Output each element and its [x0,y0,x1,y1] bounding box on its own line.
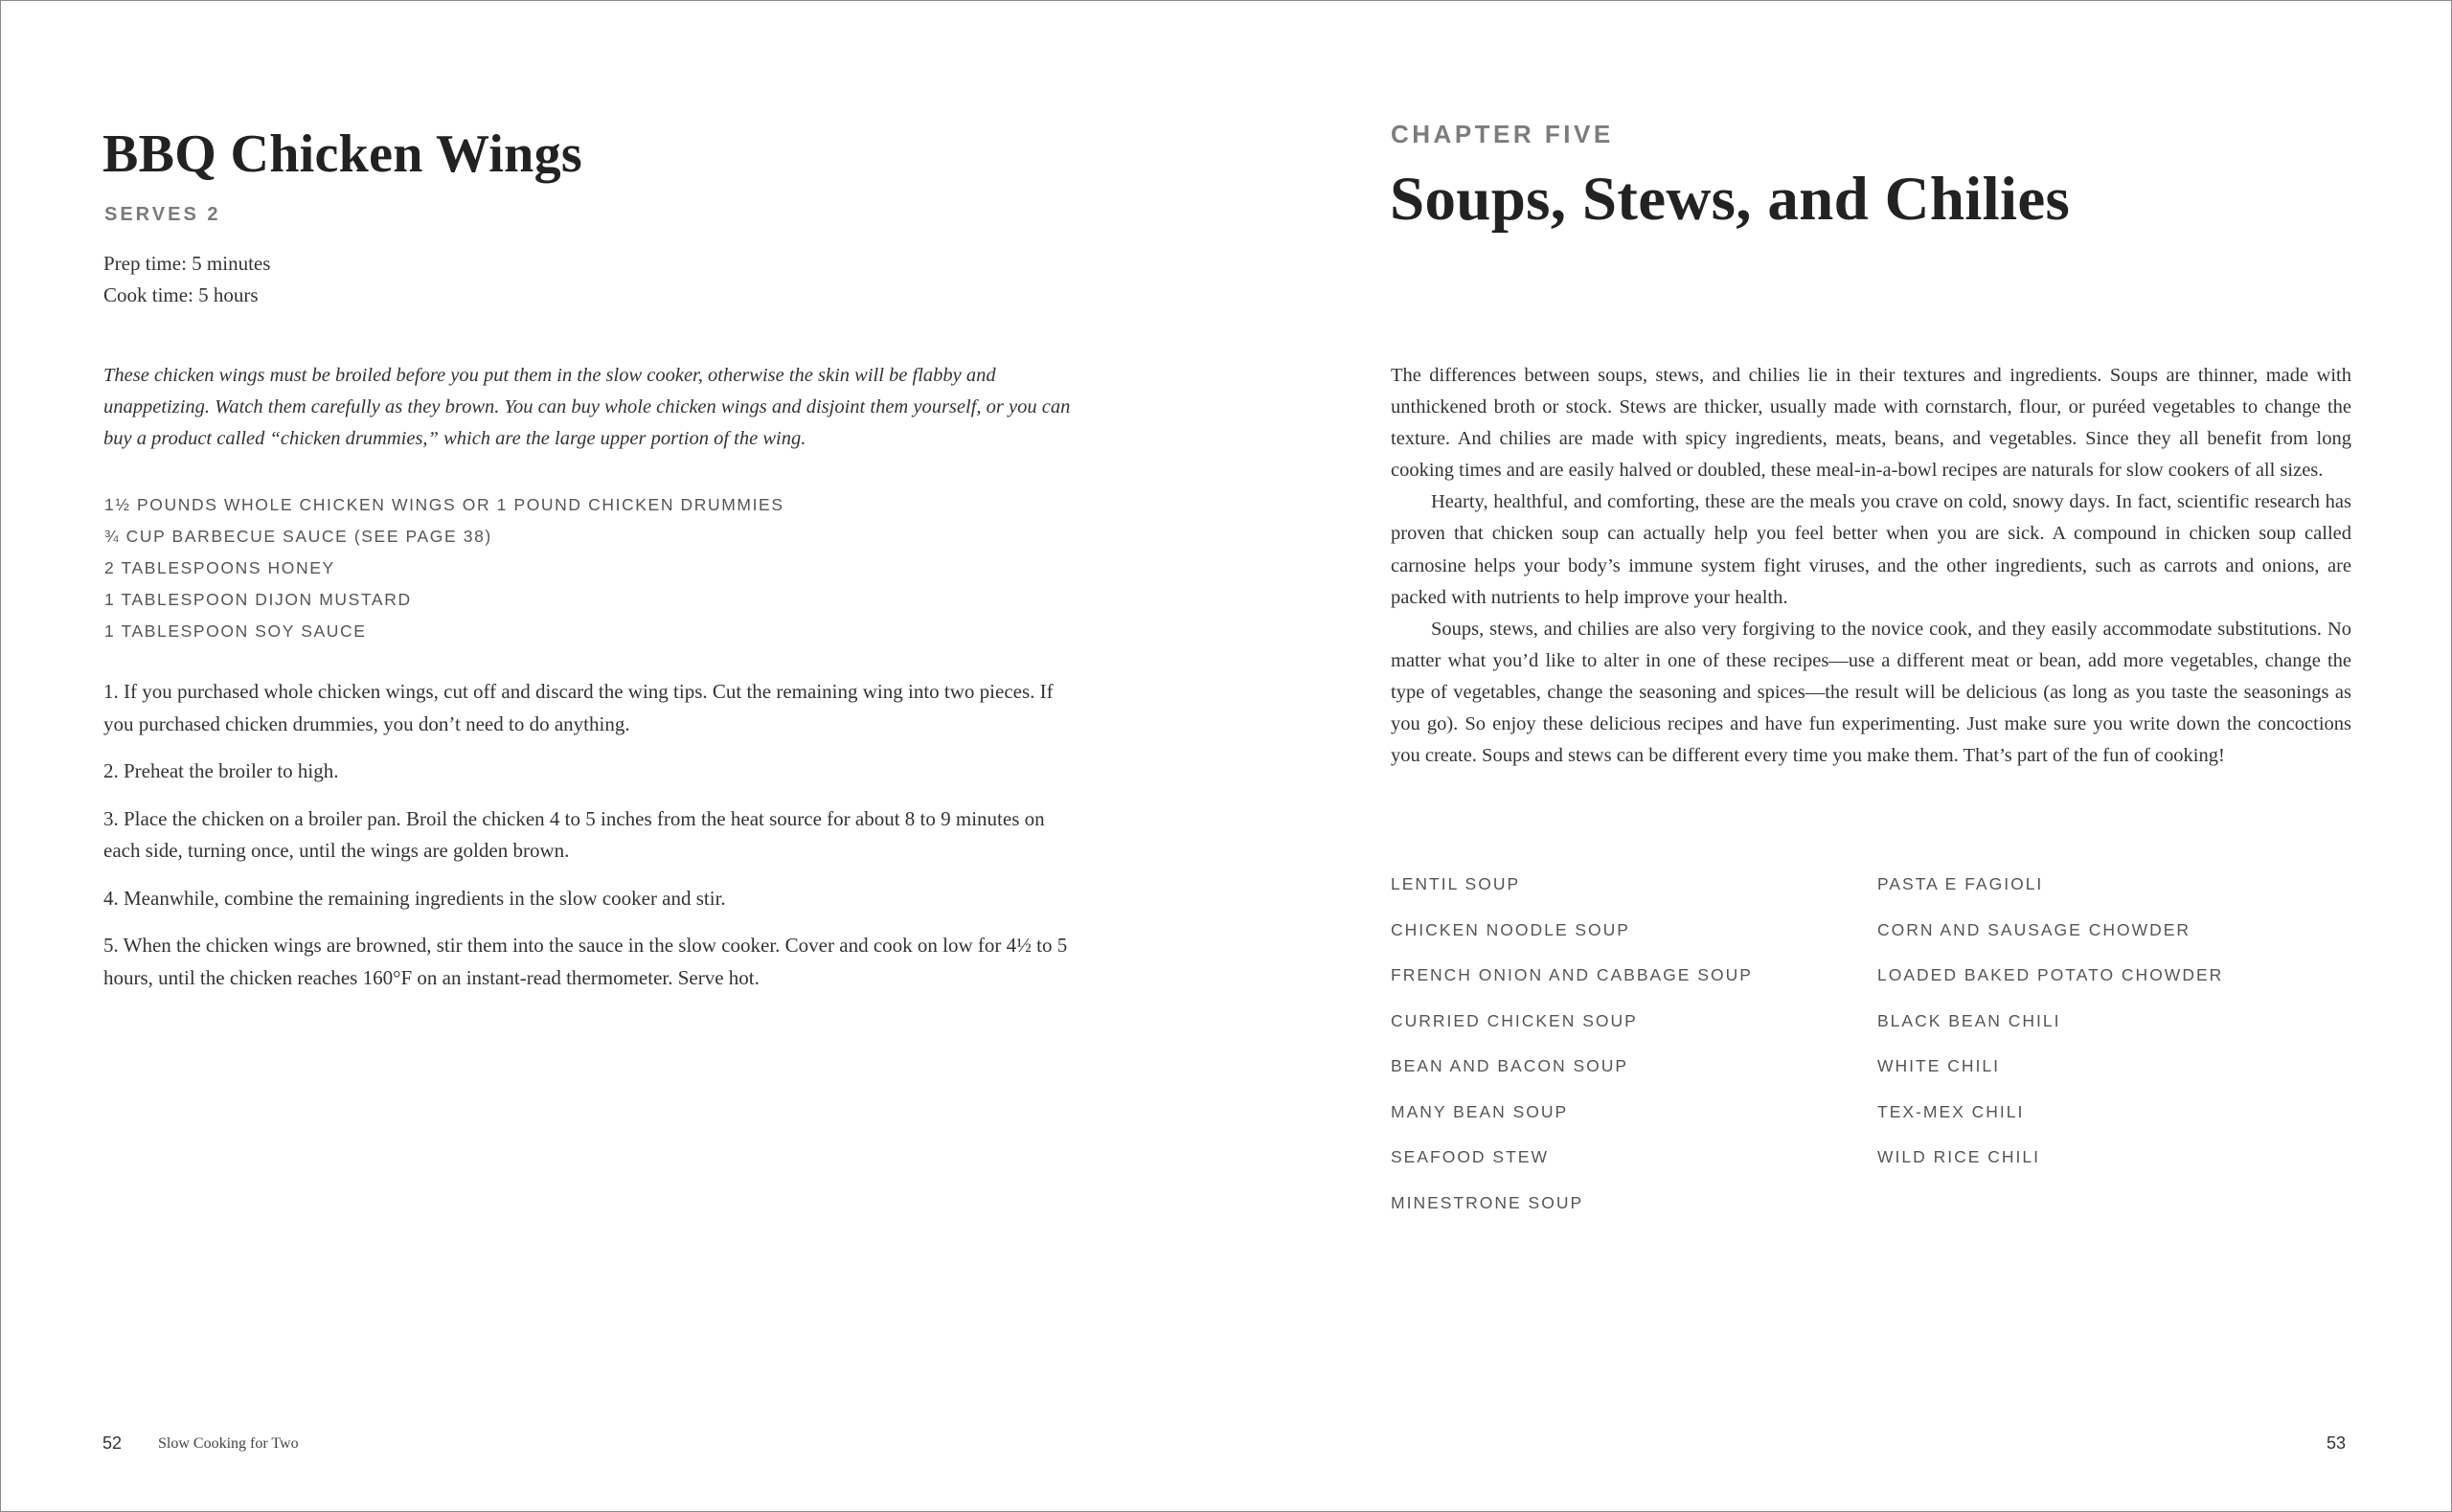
intro-paragraph: Hearty, healthful, and comforting, these are the meals you crave on cold, snowy days. In fact, scientific research has proven that chicken soup can actually help you feel better when you are sick. A compound in chicken soup called carnosine helps your body’s immune system fight viruses, and the other ingredients, such as carrots and onions, are packed with nutrients to help improve your health. [1391,491,2351,608]
recipe-list-item: FRENCH ONION AND CABBAGE SOUP [1391,965,1753,984]
recipe-step: 2. Preheat the broiler to high. [103,759,339,782]
cook-time: Cook time: 5 hours [103,283,259,306]
recipe-list-column-1 [1391,868,1753,1231]
recipe-list-item: BLACK BEAN CHILI [1877,1010,2061,1030]
ingredient-item: 1½ POUNDS WHOLE CHICKEN WINGS OR 1 POUND CHICKEN DRUMMIES [104,495,784,514]
recipe-list-item: WHITE CHILI [1877,1056,2000,1075]
recipe-list-item: CHICKEN NOODLE SOUP [1391,919,1630,939]
recipe-list-item: CORN AND SAUSAGE CHOWDER [1877,919,2191,939]
running-title: Slow Cooking for Two [158,1435,299,1452]
ingredient-item: 1 TABLESPOON SOY SAUCE [104,621,367,641]
page-number-right: 53 [2327,1433,2347,1453]
recipe-list-item: SEAFOOD STEW [1391,1147,1549,1166]
recipe-title: BBQ Chicken Wings [102,124,582,184]
recipe-list-item: TEX-MEX CHILI [1877,1101,2025,1121]
chapter-label: CHAPTER FIVE [1391,120,1614,148]
chapter-title: Soups, Stews, and Chilies [1390,165,2071,234]
recipe-list-item: BEAN AND BACON SOUP [1391,1056,1629,1075]
recipe-list-item: PASTA E FAGIOLI [1877,874,2044,893]
recipe-list-item: MINESTRONE SOUP [1391,1192,1584,1212]
recipe-list-column-2 [1877,868,2223,1186]
chapter-intro [1391,360,2351,772]
prep-time: Prep time: 5 minutes [103,252,271,275]
recipe-list-item: LOADED BAKED POTATO CHOWDER [1877,965,2224,984]
page-number-left: 52 [102,1433,123,1453]
ingredient-item: 1 TABLESPOON DIJON MUSTARD [104,590,412,609]
recipe-step: 5. When the chicken wings are browned, stir them into the sauce in the slow cooker. Cover and cook on low for 4½ to 5 hours, until the chicken reaches 160°F on an instant-read thermometer. Serve hot. [103,934,1068,989]
recipe-intro: These chicken wings must be broiled before you put them in the slow cooker, otherwise the skin will be flabby and unappetizing. Watch them carefully as they brown. You can buy whole chicken wings and disjoint them yourself, or you can buy a product called “chicken drummies,” which are the large upper portion of the wing. [103,365,1071,449]
recipe-step: 4. Meanwhile, combine the remaining ingredients in the slow cooker and stir. [103,886,726,910]
intro-paragraph: Soups, stews, and chilies are also very forgiving to the novice cook, and they easily accommodate substitutions. No matter what you’d like to alter in one of these recipes—use a different meat or bean, add more vegetables, change the type of vegetables, change the seasoning and spices—the result will be delicious (as long as you taste the seasonings as you go). So enjoy these delicious recipes and have fun experimenting. Just make sure you write down the concoctions you create. Soups and stews can be different every time you make them. That’s part of the fun of cooking! [1391,618,2351,767]
recipe-steps [103,676,1080,1009]
left-page [1,1,1226,1511]
recipe-list-item: MANY BEAN SOUP [1391,1101,1569,1121]
ingredient-item: ¾ CUP BARBECUE SAUCE (SEE PAGE 38) [104,527,492,546]
recipe-list-item: LENTIL SOUP [1391,874,1521,893]
ingredient-item: 2 TABLESPOONS HONEY [104,558,335,577]
recipe-step: 1. If you purchased whole chicken wings, cut off and discard the wing tips. Cut the remaining wing into two pieces. If you purchased chicken drummies, you don’t need to do anything. [103,680,1054,735]
recipe-list-item: WILD RICE CHILI [1877,1147,2041,1166]
ingredient-list [104,489,784,647]
recipe-step: 3. Place the chicken on a broiler pan. Broil the chicken 4 to 5 inches from the heat source for about 8 to 9 minutes on each side, turning once, until the wings are golden brown. [103,806,1045,862]
recipe-list-item: CURRIED CHICKEN SOUP [1391,1010,1638,1030]
intro-paragraph: The differences between soups, stews, and chilies lie in their textures and ingredients. Soups are thinner, made with unthickened broth or stock. Stews are thicker, usually made with cornstarch, flour, or puréed vegetables to change the texture. And chilies are made with spicy ingredients, meats, beans, and vegetables. Since they all benefit from long cooking times and are easily halved or doubled, these meal-in-a-bowl recipes are naturals for slow cookers of all sizes. [1391,365,2351,482]
serves-label: SERVES 2 [104,204,221,225]
